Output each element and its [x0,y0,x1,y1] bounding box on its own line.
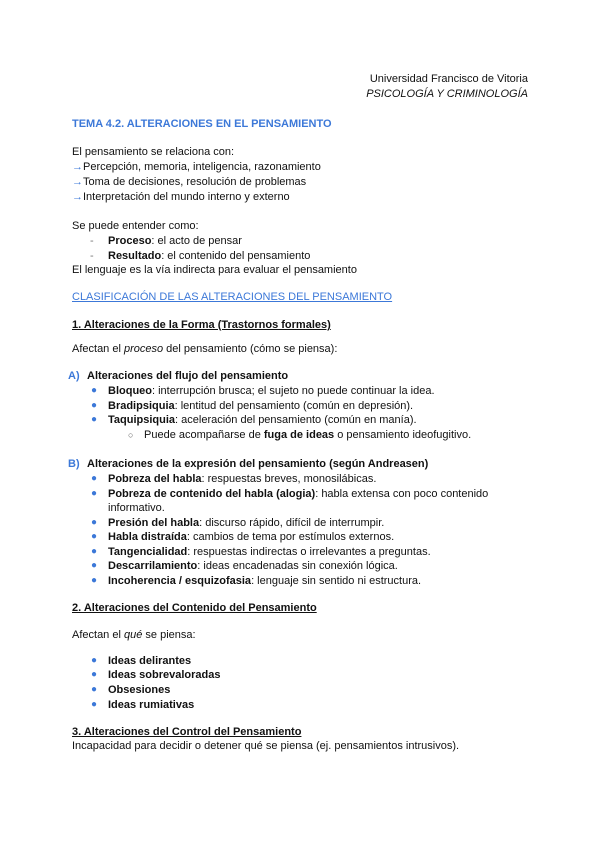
dash-marker: - [90,250,94,262]
bullet-icon: ● [91,655,98,666]
subsection-a-heading: Alteraciones del flujo del pensamiento [87,370,289,382]
subject-name: PSICOLOGÍA Y CRIMINOLOGÍA [366,88,528,100]
list-item: Pobreza del habla: respuestas breves, monosilábicas. [108,473,377,485]
list-item: Bloqueo: interrupción brusca; el sujeto no puede continuar la idea. [108,385,435,397]
list-item: Descarrilamiento: ideas encadenadas sin conexión lógica. [108,560,398,572]
list-item: Obsesiones [108,684,171,696]
list-item: Taquipsiquia: aceleración del pensamiento (común en manía). [108,414,417,426]
proceso-item: Proceso: el acto de pensar [108,235,242,247]
bullet-icon: ● [91,517,98,528]
section3-heading: 3. Alteraciones del Control del Pensamiento [72,726,302,738]
subsection-b-heading: Alteraciones de la expresión del pensamiento (según Andreasen) [87,458,429,470]
bullet-icon: ● [91,699,98,710]
list-item: Bradipsiquia: lentitud del pensamiento (común en depresión). [108,400,414,412]
section2-heading: 2. Alteraciones del Contenido del Pensamiento [72,602,317,614]
bullet-icon: ● [91,414,98,425]
document-title: TEMA 4.2. ALTERACIONES EN EL PENSAMIENTO [72,118,332,130]
list-item: Tangencialidad: respuestas indirectas o irrelevantes a preguntas. [108,546,431,558]
sub-list-item: Puede acompañarse de fuga de ideas o pensamiento ideofugitivo. [144,429,472,441]
bullet-icon: ● [91,488,98,499]
bullet-icon: ● [91,669,98,680]
list-item: Pobreza de contenido del habla (alogia): habla extensa con poco contenido [108,488,489,500]
arrow-icon: → [72,191,83,203]
intro-understand: Se puede entender como: [72,220,199,232]
list-item: Ideas rumiativas [108,699,195,711]
list-item: Incoherencia / esquizofasia: lenguaje sin sentido ni estructura. [108,575,422,587]
bullet-icon: ● [91,684,98,695]
arrow-item: →Toma de decisiones, resolución de problemas [72,176,307,188]
bullet-icon: ● [91,575,98,586]
bullet-icon: ● [91,473,98,484]
university-name: Universidad Francisco de Vitoria [369,73,528,85]
intro-relates: El pensamiento se relaciona con: [72,146,235,158]
hollow-bullet-icon: ○ [128,430,134,440]
list-item: Ideas sobrevaloradas [108,669,221,681]
bullet-icon: ● [91,546,98,557]
list-item: Habla distraída: cambios de tema por estímulos externos. [108,531,395,543]
bullet-icon: ● [91,560,98,571]
arrow-item: →Interpretación del mundo interno y externo [72,191,290,203]
list-item-continuation: informativo. [108,502,165,514]
arrow-icon: → [72,161,83,173]
classification-heading: CLASIFICACIÓN DE LAS ALTERACIONES DEL PENSAMIENTO [72,291,393,303]
bullet-icon: ● [91,385,98,396]
arrow-item: →Percepción, memoria, inteligencia, razonamiento [72,161,321,173]
arrow-icon: → [72,176,83,188]
letter-a-marker: A) [68,370,80,382]
resultado-item: Resultado: el contenido del pensamiento [108,250,311,262]
list-item: Ideas delirantes [108,655,192,667]
intro-language: El lenguaje es la vía indirecta para evaluar el pensamiento [72,264,357,276]
bullet-icon: ● [91,400,98,411]
section1-affect: Afectan el proceso del pensamiento (cómo se piensa): [72,343,338,355]
list-item: Presión del habla: discurso rápido, difícil de interrumpir. [108,517,385,529]
section2-affect: Afectan el qué se piensa: [72,629,196,641]
section1-heading: 1. Alteraciones de la Forma (Trastornos formales) [72,319,331,331]
section3-text: Incapacidad para decidir o detener qué se piensa (ej. pensamientos intrusivos). [72,740,460,752]
bullet-icon: ● [91,531,98,542]
letter-b-marker: B) [68,458,80,470]
dash-marker: - [90,235,94,247]
